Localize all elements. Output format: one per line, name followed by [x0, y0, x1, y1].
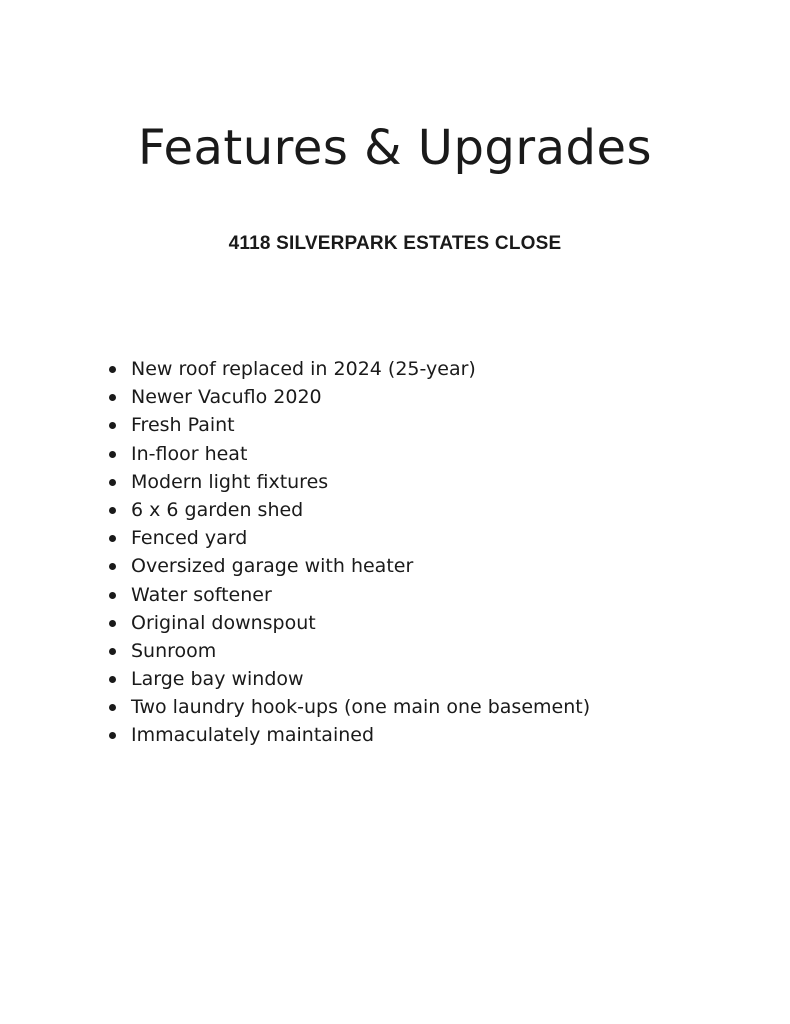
bullet-icon: [109, 535, 116, 542]
bullet-icon: [109, 732, 116, 739]
feature-text: Modern light fixtures: [131, 470, 329, 493]
feature-item: [104, 355, 590, 383]
bullet-icon: [109, 676, 116, 683]
bullet-icon: [109, 451, 116, 458]
feature-item: [104, 693, 590, 721]
bullet-icon: [109, 422, 116, 429]
bullet-icon: [109, 507, 116, 514]
feature-text: Two laundry hook-ups (one main one basement): [131, 696, 591, 719]
feature-text: Immaculately maintained: [131, 724, 375, 747]
feature-item: [104, 468, 590, 496]
feature-text: Newer Vacuflo 2020: [131, 386, 322, 409]
property-address: 4118 SILVERPARK ESTATES CLOSE: [228, 233, 562, 254]
feature-text: Original downspout: [131, 611, 316, 634]
bullet-icon: [109, 620, 116, 627]
feature-text: Fenced yard: [131, 527, 248, 550]
feature-text: Large bay window: [131, 668, 304, 691]
feature-item: [104, 721, 590, 749]
feature-item: [104, 383, 590, 411]
page-title: Features & Upgrades: [137, 120, 653, 176]
feature-item: [104, 524, 590, 552]
feature-item: [104, 440, 590, 468]
feature-item: [104, 552, 590, 580]
feature-text: Fresh Paint: [131, 414, 235, 437]
bullet-icon: [109, 394, 116, 401]
feature-item: [104, 609, 590, 637]
bullet-icon: [109, 563, 116, 570]
feature-item: [104, 496, 590, 524]
feature-text: Sunroom: [131, 639, 217, 662]
feature-item: [104, 637, 590, 665]
bullet-icon: [109, 366, 116, 373]
bullet-icon: [109, 648, 116, 655]
bullet-icon: [109, 704, 116, 711]
bullet-icon: [109, 479, 116, 486]
feature-text: Oversized garage with heater: [131, 555, 414, 578]
feature-text: In-floor heat: [131, 442, 248, 465]
feature-item: [104, 665, 590, 693]
feature-item: [104, 581, 590, 609]
feature-item: [104, 411, 590, 439]
features-list: [104, 355, 590, 750]
feature-text: New roof replaced in 2024 (25-year): [131, 358, 476, 380]
feature-text: Water softener: [131, 583, 272, 606]
feature-text: 6 x 6 garden shed: [131, 498, 304, 521]
bullet-icon: [109, 592, 116, 599]
